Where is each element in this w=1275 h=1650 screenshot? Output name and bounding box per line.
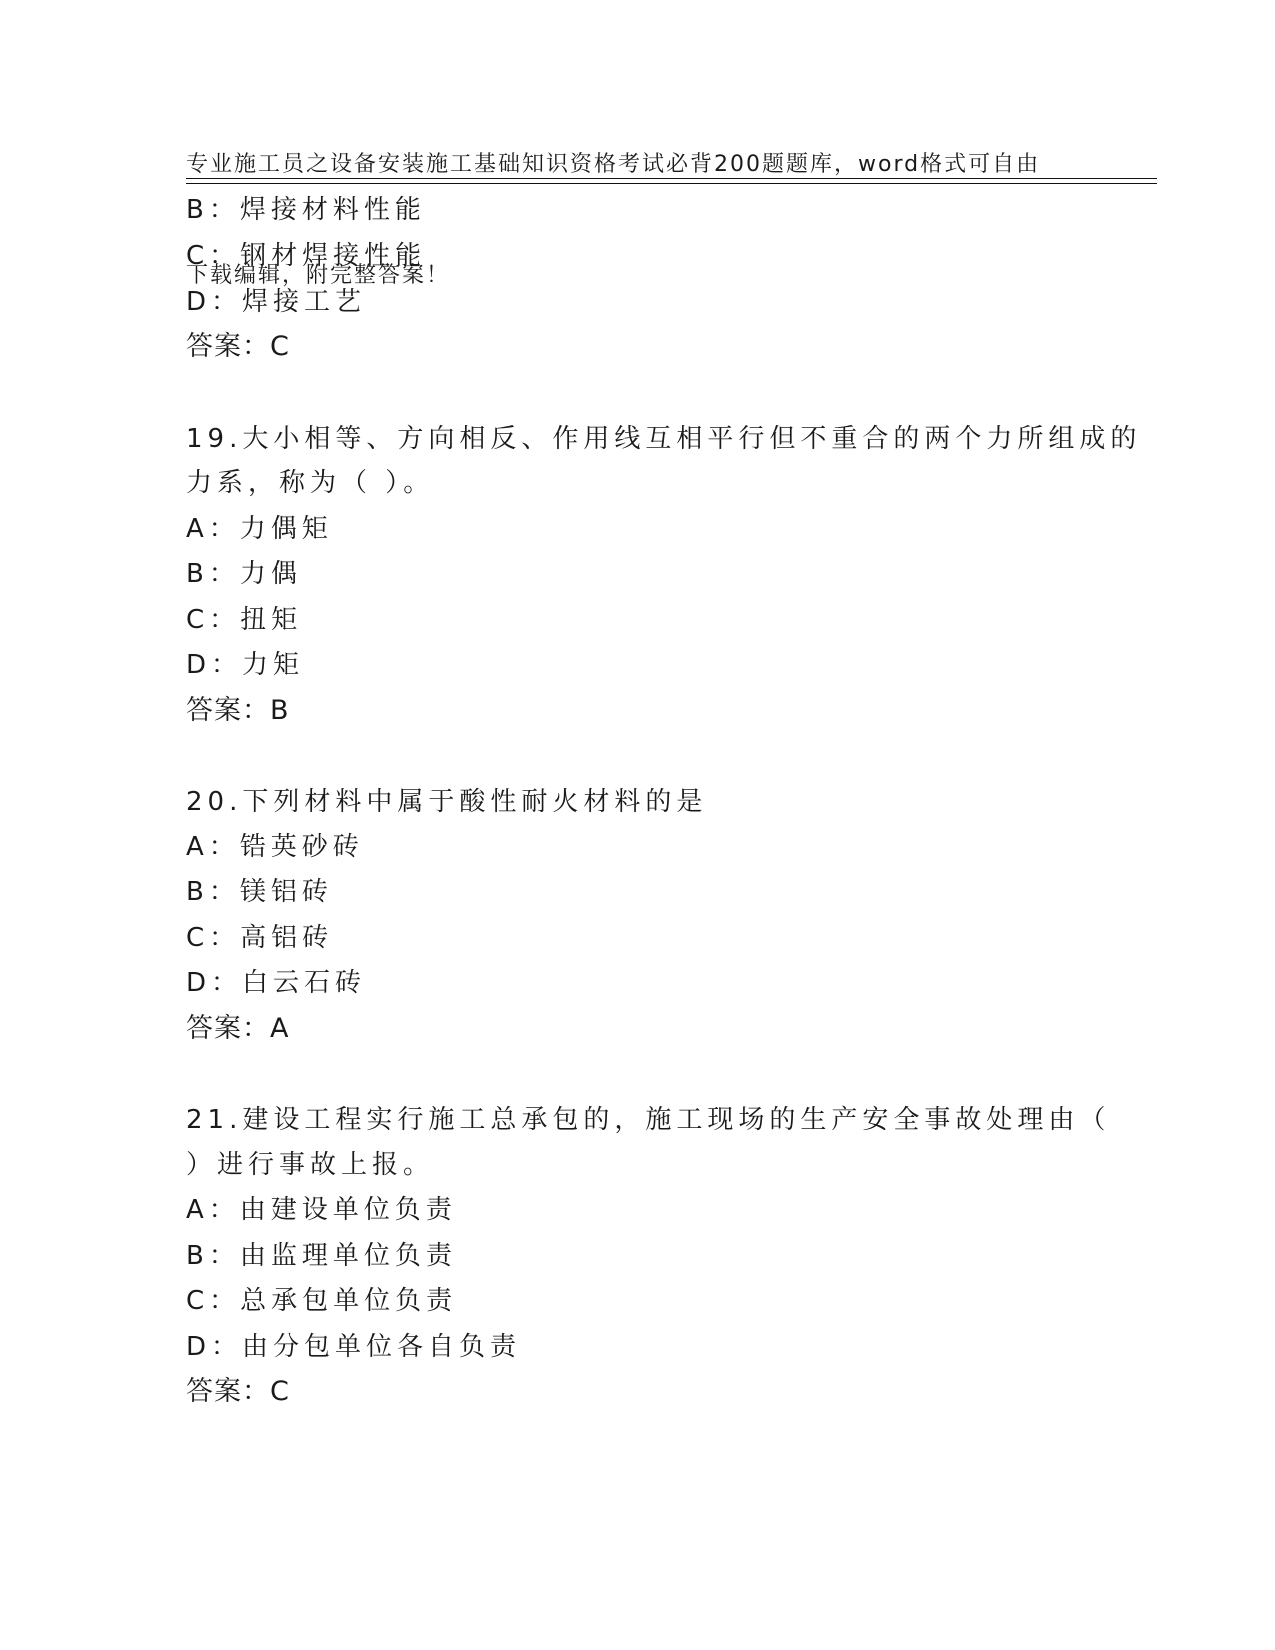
q19-option-a: A：力偶矩 (186, 514, 333, 544)
q21-option-d: D：由分包单位各自负责 (186, 1332, 522, 1362)
header-divider-bottom (186, 183, 1157, 184)
q19-stem-line-2: 力系，称为（ ）。 (186, 468, 435, 498)
q20-option-b: B：镁铝砖 (186, 877, 333, 907)
q21-stem-line-2: ）进行事故上报。 (186, 1150, 435, 1180)
header-divider-top (186, 178, 1157, 179)
q20-option-a: A：锆英砂砖 (186, 832, 364, 862)
q19-option-b: B：力偶 (186, 559, 302, 589)
q21-option-b: B：由监理单位负责 (186, 1241, 457, 1271)
q18-option-b: B：焊接材料性能 (186, 195, 426, 225)
q19-option-d: D：力矩 (186, 650, 305, 680)
q20-answer: 答案：A (186, 1013, 290, 1044)
q21-stem-line-1: 21.建设工程实行施工总承包的，施工现场的生产安全事故处理由（ (186, 1105, 1111, 1135)
header-line-2: 下载编辑，附完整答案！ (186, 263, 451, 288)
q21-option-c: C：总承包单位负责 (186, 1286, 458, 1316)
q20-stem-line-1: 20.下列材料中属于酸性耐火材料的是 (186, 787, 708, 817)
q21-answer: 答案：C (186, 1376, 290, 1407)
q19-option-c: C：扭矩 (186, 605, 303, 635)
q18-option-c: C：钢材焊接性能 (186, 241, 427, 271)
q18-option-d: D：焊接工艺 (186, 287, 367, 317)
q19-answer: 答案：B (186, 695, 290, 726)
q18-answer: 答案：C (186, 331, 290, 362)
q21-option-a: A：由建设单位负责 (186, 1195, 457, 1225)
header-line-1: 专业施工员之设备安装施工基础知识资格考试必背200题题库，word格式可自由 (186, 152, 1041, 177)
q19-stem-line-1: 19.大小相等、方向相反、作用线互相平行但不重合的两个力所组成的 (186, 424, 1142, 454)
q20-option-c: C：高铝砖 (186, 923, 334, 953)
q20-option-d: D：白云石砖 (186, 968, 367, 998)
